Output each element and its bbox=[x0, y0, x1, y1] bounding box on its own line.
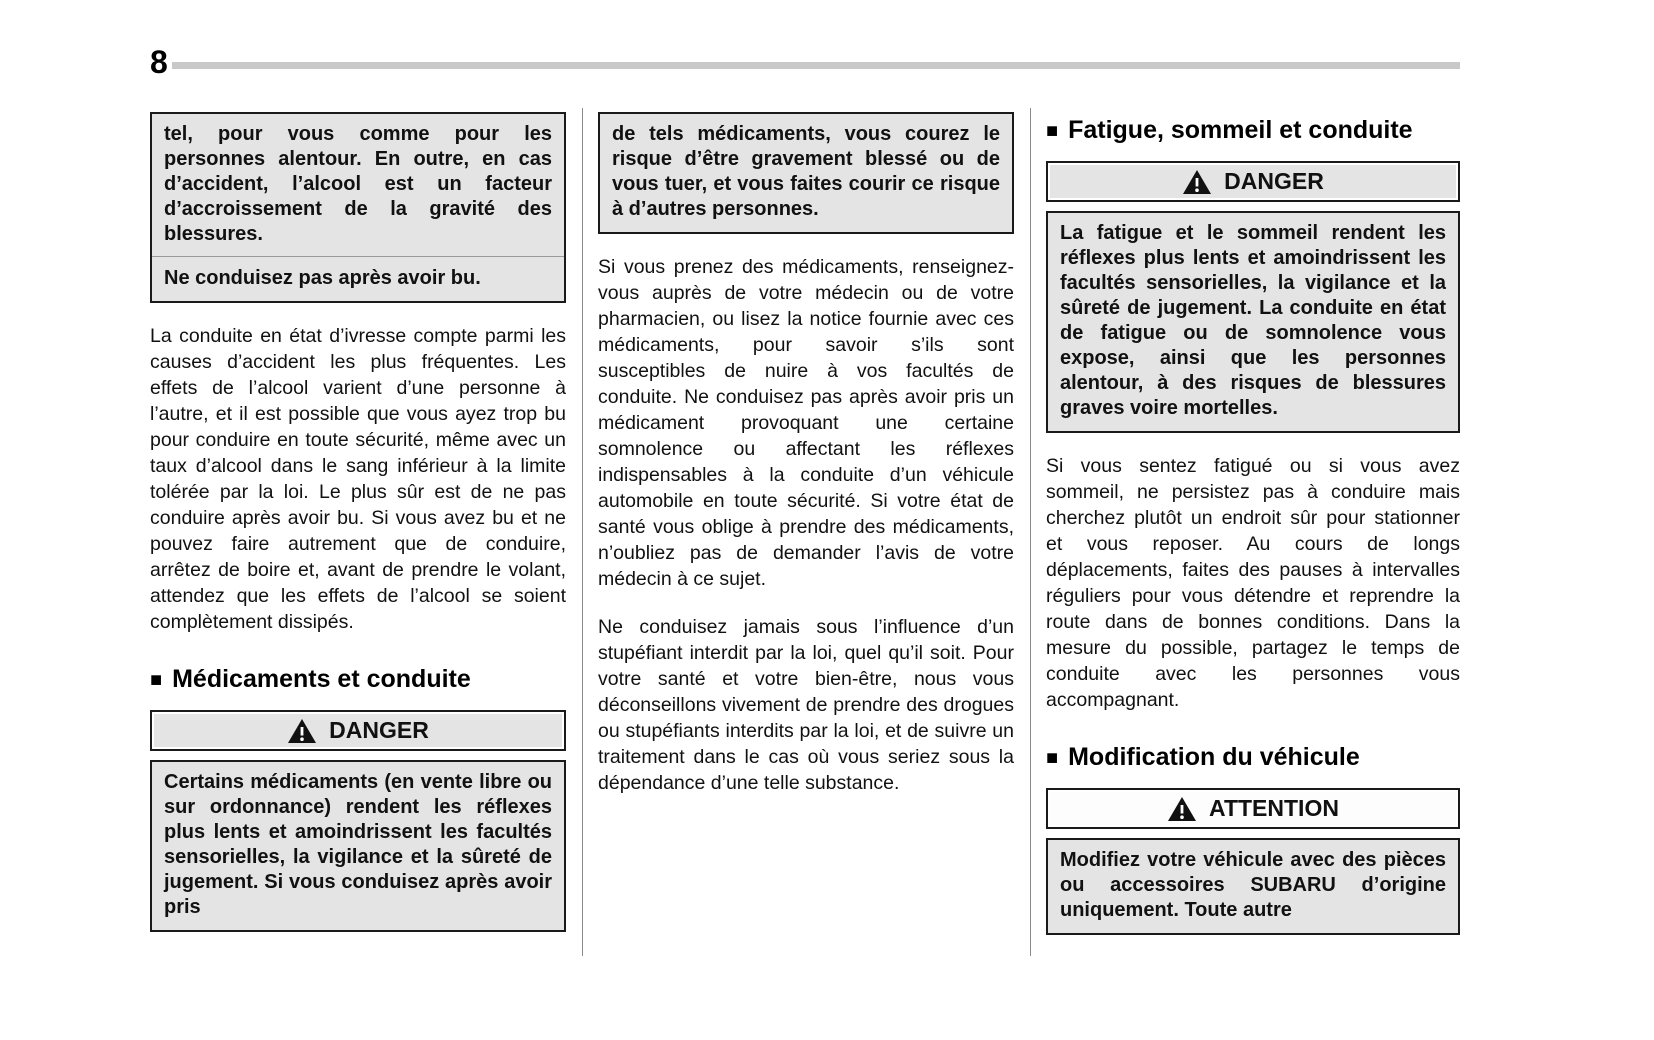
warning-continuation-box bbox=[150, 112, 566, 303]
danger-text-box bbox=[1046, 211, 1460, 433]
danger-text-box bbox=[150, 760, 566, 932]
warning-continuation-box bbox=[598, 112, 1014, 234]
danger-label: DANGER bbox=[1224, 168, 1324, 194]
warning-text-paragraph: Ne conduisez pas après avoir bu. bbox=[164, 267, 481, 289]
section-heading-modification bbox=[1046, 743, 1460, 772]
warning-triangle-icon bbox=[287, 718, 317, 744]
column-divider-left bbox=[582, 108, 583, 956]
square-bullet-icon: ■ bbox=[150, 668, 163, 691]
section-heading-label: Fatigue, sommeil et conduite bbox=[1068, 116, 1413, 144]
header-rule bbox=[172, 62, 1460, 69]
warning-text-paragraph: Modifiez votre véhicule avec des pièces ou accessoires SUBARU d’origine uniquement. Toute autre bbox=[1060, 849, 1446, 921]
danger-label: DANGER bbox=[329, 717, 429, 743]
attention-header bbox=[1046, 788, 1460, 829]
column-1 bbox=[150, 112, 566, 932]
page-number: 8 bbox=[150, 44, 168, 80]
body-paragraph: Si vous sentez fatigué ou si vous avez sommeil, ne persistez pas à conduire mais cherchez plutôt un endroit sûr pour stationner et vous reposer. Au cours de longs déplacements, faites des pauses à intervalles réguliers pour vous détendre et reprendre la route dans de bonnes conditions. Dans la mesure du possible, partagez le temps de conduite avec les personnes vous accompagnant. bbox=[1046, 455, 1460, 711]
body-paragraph: Ne conduisez jamais sous l’influence d’un stupéfiant interdit par la loi, quel qu’il soit. Pour votre santé et votre bien-être, nous vous déconseillons vivement de prendre des drogues ou stupéfiants interdits par la loi, et de suivre un traitement dans le cas où vous seriez sous la dépendance d’une telle substance. bbox=[598, 616, 1014, 794]
warning-text-paragraph: tel, pour vous comme pour les personnes alentour. En outre, en cas d’accident, l’alcool est un facteur d’accroissement de la gravité des blessures. bbox=[164, 123, 552, 245]
box-divider bbox=[152, 256, 564, 257]
section-heading-medicaments bbox=[150, 665, 566, 694]
column-2 bbox=[598, 112, 1014, 796]
danger-header bbox=[150, 710, 566, 751]
section-heading-label: Modification du véhicule bbox=[1068, 743, 1360, 771]
warning-text-paragraph: Certains médicaments (en vente libre ou sur ordonnance) rendent les réflexes plus lents et amoindrissent les facultés sensorielles, la vigilance et la sûreté de jugement. Si vous conduisez après avoir pris bbox=[164, 771, 552, 918]
column-divider-right bbox=[1030, 108, 1031, 956]
attention-text-box bbox=[1046, 838, 1460, 935]
warning-triangle-icon bbox=[1167, 796, 1197, 822]
square-bullet-icon: ■ bbox=[1046, 746, 1059, 769]
column-3 bbox=[1046, 112, 1460, 935]
warning-text-paragraph: La fatigue et le sommeil rendent les réflexes plus lents et amoindrissent les facultés sensorielles, la vigilance et la sûreté de jugement. La conduite en état de fatigue ou de somnolence vous expose, ainsi que les personnes alentour, à des risques de blessures graves voire mortelles. bbox=[1060, 222, 1446, 419]
section-heading-label: Médicaments et conduite bbox=[172, 665, 471, 693]
body-paragraph: Si vous prenez des médicaments, renseignez-vous auprès de votre médecin ou de votre pharmacien, ou lisez la notice fournie avec ces médicaments, pour savoir s’ils sont susceptibles de nuire à vos facultés de conduite. Ne conduisez pas après avoir pris un médicament provoquant une certaine somnolence ou affectant les réflexes indispensables à la conduite d’un véhicule automobile en toute sécurité. Si votre état de santé vous oblige à prendre des médicaments, n’oubliez pas de demander l’avis de votre médecin à ce sujet. bbox=[598, 256, 1014, 590]
body-paragraph: La conduite en état d’ivresse compte parmi les causes d’accident les plus fréquentes. Les effets de l’alcool varient d’une personne à l’autre, et il est possible que vous ayez trop bu pour conduire en toute sécurité, même avec un taux d’alcool dans le sang inférieur à la limite tolérée par la loi. Le plus sûr est de ne pas conduire après avoir bu. Si vous avez bu et ne pouvez faire autrement que de conduire, arrêtez de boire et, avant de prendre le volant, attendez que les effets de l’alcool se soient complètement dissipés. bbox=[150, 325, 566, 633]
warning-text-paragraph: de tels médicaments, vous courez le risque d’être gravement blessé ou de vous tuer, et vous faites courir ce risque à d’autres personnes. bbox=[612, 123, 1000, 220]
square-bullet-icon: ■ bbox=[1046, 119, 1059, 142]
attention-label: ATTENTION bbox=[1209, 795, 1339, 821]
section-heading-fatigue bbox=[1046, 116, 1460, 145]
warning-triangle-icon bbox=[1182, 169, 1212, 195]
danger-header bbox=[1046, 161, 1460, 202]
